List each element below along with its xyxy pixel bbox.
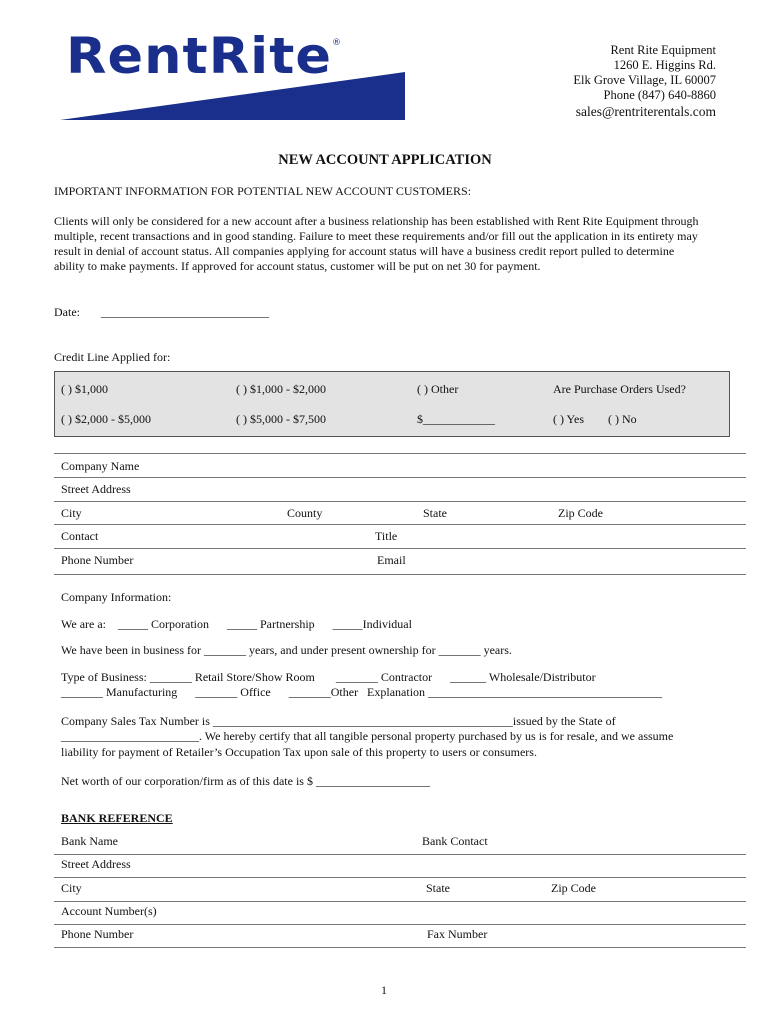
sales-tax-line-2[interactable]: _______________________. We hereby certify that all tangible personal property purchased by us is for resale, and we assume [61, 729, 674, 743]
business-type-line-1[interactable]: Type of Business: _______ Retail Store/Show Room _______ Contractor ______ Wholesale/Distributor [61, 670, 596, 684]
clients-paragraph [54, 214, 730, 274]
po-yes-option[interactable]: ( ) Yes [553, 412, 585, 426]
paragraph-line: multiple, recent transactions and in good standing. Failure to meet these requirements and/or fill out the application in its entirety may [54, 229, 698, 243]
divider [54, 877, 746, 878]
contact-row[interactable] [54, 525, 746, 549]
company-name: Rent Rite Equipment [610, 43, 716, 57]
registered-mark: ® [332, 38, 341, 48]
company-info-heading: Company Information: [61, 590, 172, 604]
important-heading: IMPORTANT INFORMATION FOR POTENTIAL NEW ACCOUNT CUSTOMERS: [54, 184, 472, 198]
credit-option-2000-5000[interactable]: ( ) $2,000 - $5,000 [61, 412, 151, 426]
divider [54, 901, 746, 902]
credit-option-5000-7500[interactable]: ( ) $5,000 - $7,500 [236, 412, 326, 426]
credit-line-box [54, 371, 730, 437]
company-address-block [573, 43, 716, 119]
business-type-line-2[interactable]: _______ Manufacturing _______ Office _______Other Explanation _______________________________________ [61, 685, 663, 699]
credit-line-label: Credit Line Applied for: [54, 350, 171, 364]
bank-reference-heading: BANK REFERENCE [61, 811, 173, 825]
bank-street-label: Street Address [61, 857, 131, 871]
city-row[interactable] [54, 502, 746, 525]
bank-state-label: State [426, 881, 450, 895]
zip-code-label: Zip Code [558, 506, 603, 520]
logo-wordmark: RentRite [66, 27, 333, 85]
phone-row[interactable] [54, 549, 746, 573]
divider [54, 854, 746, 855]
phone-number-label: Phone Number [61, 553, 134, 567]
company-logo [60, 28, 405, 120]
bank-name-label: Bank Name [61, 834, 118, 848]
divider [54, 924, 746, 925]
business-years-line[interactable]: We have been in business for _______ years, and under present ownership for _______ years. [61, 643, 512, 657]
title-label: Title [375, 529, 398, 543]
company-name-row[interactable] [54, 454, 746, 478]
page-title: NEW ACCOUNT APPLICATION [278, 152, 492, 168]
divider [54, 947, 746, 948]
credit-option-1000[interactable]: ( ) $1,000 [61, 382, 108, 396]
county-label: County [287, 506, 323, 520]
company-name-label: Company Name [61, 459, 140, 473]
company-street: 1260 E. Higgins Rd. [613, 58, 716, 72]
entity-type-line[interactable]: We are a: _____ Corporation _____ Partnership _____Individual [61, 617, 412, 631]
company-city: Elk Grove Village, IL 60007 [573, 73, 716, 87]
sales-tax-line-1[interactable]: Company Sales Tax Number is __________________________________________________issued by the State of [61, 714, 616, 728]
account-numbers-label: Account Number(s) [61, 904, 157, 918]
bank-city-label: City [61, 881, 82, 895]
city-label: City [61, 506, 82, 520]
purchase-orders-question: Are Purchase Orders Used? [553, 382, 686, 396]
credit-option-1000-2000[interactable]: ( ) $1,000 - $2,000 [236, 382, 326, 396]
paragraph-line: result in denial of account status. All companies applying for account status will have a business credit report pulled to determine [54, 244, 675, 258]
paragraph-line: Clients will only be considered for a new account after a business relationship has been established with Rent Rite Equipment through [54, 214, 699, 228]
paragraph-line: ability to make payments. If approved for account status, customer will be put on net 30 for payment. [54, 259, 541, 273]
company-email: sales@rentriterentals.com [575, 104, 716, 119]
other-amount-field[interactable]: $____________ [417, 412, 495, 426]
sales-tax-line-3: liability for payment of Retailer’s Occupation Tax upon sale of this property to users or consumers. [61, 745, 537, 759]
date-field[interactable]: ____________________________ [101, 305, 269, 319]
state-label: State [423, 506, 447, 520]
credit-option-other[interactable]: ( ) Other [417, 382, 459, 396]
page-number: 1 [381, 983, 387, 997]
contact-label: Contact [61, 529, 99, 543]
net-worth-line[interactable]: Net worth of our corporation/firm as of this date is $ ___________________ [61, 774, 430, 788]
date-label: Date: [54, 305, 80, 319]
street-address-row[interactable] [54, 478, 746, 502]
email-label: Email [377, 553, 406, 567]
bank-phone-label: Phone Number [61, 927, 134, 941]
po-no-option[interactable]: ( ) No [608, 412, 637, 426]
company-details-box [54, 453, 746, 575]
company-phone: Phone (847) 640-8860 [603, 88, 716, 102]
bank-zip-label: Zip Code [551, 881, 596, 895]
bank-fax-label: Fax Number [427, 927, 488, 941]
street-address-label: Street Address [61, 482, 131, 496]
bank-contact-label: Bank Contact [422, 834, 488, 848]
